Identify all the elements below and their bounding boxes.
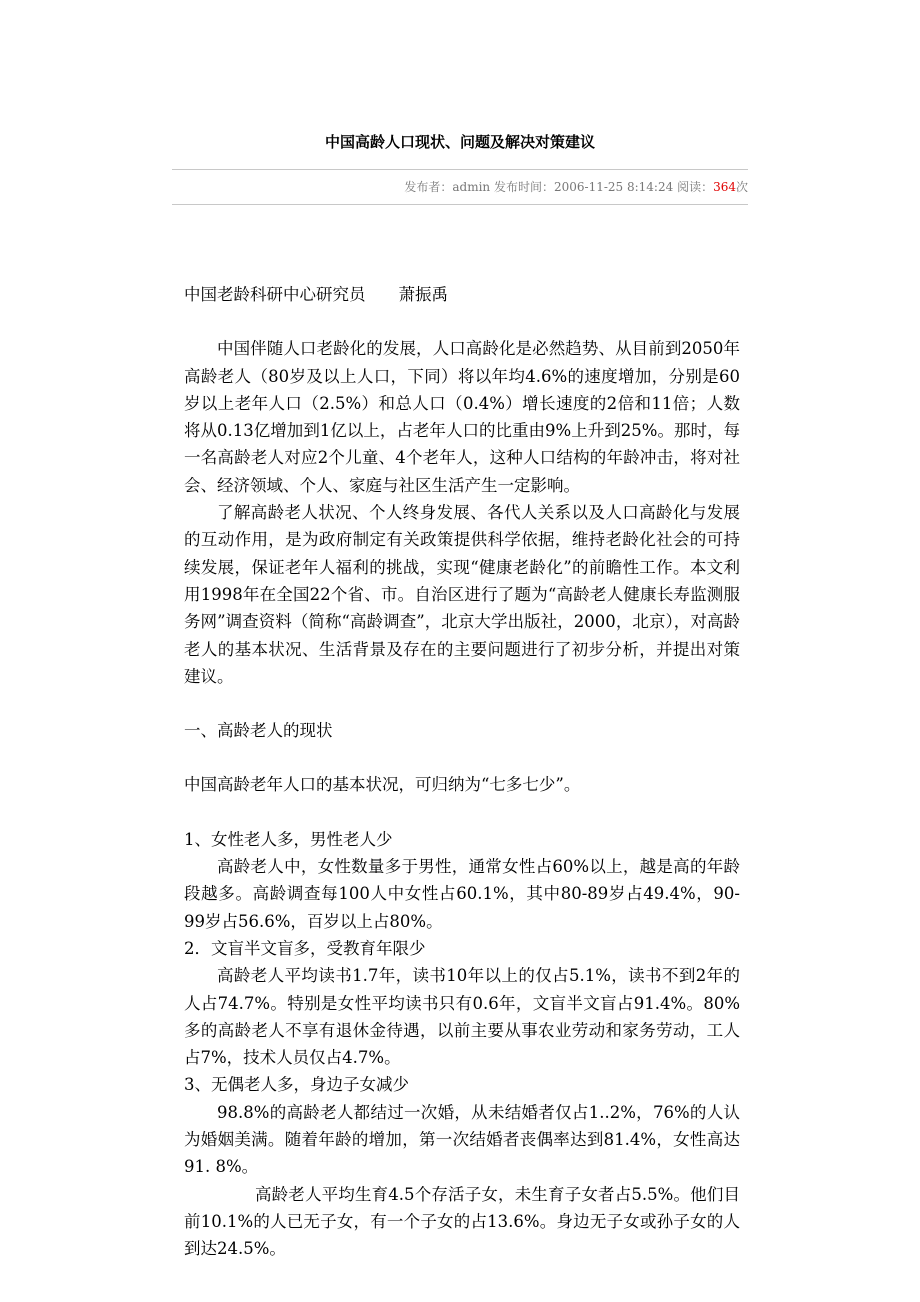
read-count-label: 阅读：	[673, 180, 714, 194]
subheading-2: 2．文盲半文盲多，受教育年限少	[184, 938, 426, 958]
author-name: 萧振禹	[398, 285, 448, 304]
intro-paragraph-2: 了解高龄老人状况、个人终身发展、各代人关系以及人口高龄化与发展的互动作用，是为政府制定有关政策提供科学依据，维持老龄化社会的可持续发展，保证老年人福利的挑战，实现“健康老龄化”的前瞻性工作。本文利用1998年在全国22个省、市。自治区进行了题为“高龄老人健康长寿监测服务网”调查资料（简称“高龄调查”，北京大学出版社，2000，北京），对高龄老人的基本状况、生活背景及存在的主要问题进行了初步分析，并提出对策建议。	[184, 503, 740, 686]
publisher-label: 发布者：	[404, 180, 453, 194]
spacer	[184, 744, 740, 771]
publisher: admin	[452, 180, 491, 194]
bottom-divider	[172, 204, 748, 205]
top-divider	[172, 169, 748, 170]
paragraph-1: 高龄老人中，女性数量多于男性，通常女性占60%以上，越是高的年龄段越多。高龄调查每100人中女性占60.1%，其中80-89岁占49.4%，90-99岁占56.6%，百岁以上占80%。	[184, 857, 740, 931]
spacer	[184, 799, 740, 826]
publish-time: 2006-11-25 8:14:24	[553, 180, 674, 194]
article-body	[184, 281, 740, 1263]
paragraph-4: 高龄老人平均生育4.5个存活子女，未生育子女者占5.5%。他们目前10.1%的人已无子女，有一个子女的占13.6%。身边无子女或孙子女的人到达24.5%。	[184, 1184, 740, 1259]
author-affiliation: 中国老龄科研中心研究员	[184, 285, 366, 304]
read-count-unit: 次	[735, 180, 748, 194]
author-line	[184, 281, 740, 308]
subheading-3: 3、无偶老人多，身边子女减少	[184, 1075, 409, 1095]
paragraph-3: 98.8%的高龄老人都结过一次婚，从未结婚者仅占1..2%，76%的人认为婚姻美满。随着年龄的增加，第一次结婚者丧偶率达到81.4%，女性高达91. 8%。	[184, 1102, 740, 1177]
section-heading-1: 一、高龄老人的现状	[184, 721, 333, 741]
summary-paragraph: 中国高龄老年人口的基本状况，可归纳为“七多七少”。	[184, 775, 581, 795]
spacer	[184, 308, 740, 335]
paragraph-2: 高龄老人平均读书1.7年，读书10年以上的仅占5.1%，读书不到2年的人占74.7%。特别是女性平均读书只有0.6年，文盲半文盲占91.4%。80%多的高龄老人不享有退休金待遇，以前主要从事农业劳动和家务劳动，工人占7%，技术人员仅占4.7%。	[184, 966, 740, 1068]
publish-time-label: 发布时间：	[490, 180, 554, 194]
spacer	[184, 690, 740, 717]
article-title: 中国高龄人口现状、问题及解决对策建议	[324, 133, 595, 151]
subheading-1: 1、女性老人多，男性老人少	[184, 829, 393, 849]
read-count: 364	[713, 180, 736, 194]
intro-paragraph-1: 中国伴随人口老龄化的发展，人口高龄化是必然趋势、从目前到2050年高龄老人（80岁及以上人口，下同）将以年均4.6%的速度增加，分别是60岁以上老年人口（2.5%）和总人口（0.4%）增长速度的2倍和11倍；人数将从0.13亿增加到1亿以上，占老年人口的比重由9%上升到25%。那时，每一名高龄老人对应2个儿童、4个老年人，这种人口结构的年龄冲击，将对社会、经济领域、个人、家庭与社区生活产生一定影响。	[184, 339, 740, 495]
article-meta	[404, 178, 748, 195]
